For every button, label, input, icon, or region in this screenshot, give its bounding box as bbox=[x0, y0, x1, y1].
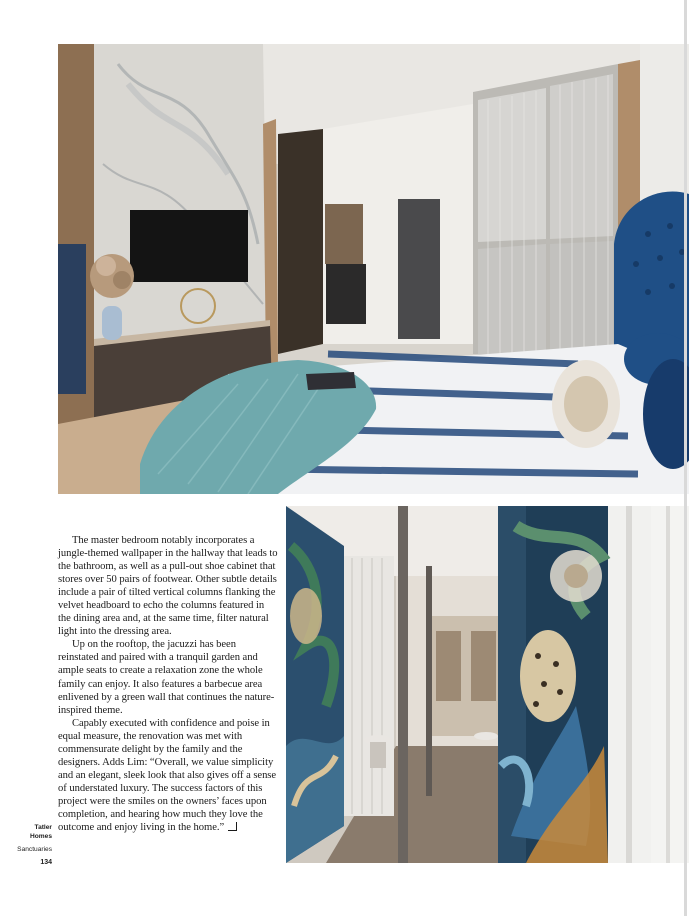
end-of-article-icon bbox=[228, 822, 237, 831]
hallway-photo bbox=[286, 506, 689, 863]
folio bbox=[6, 823, 52, 867]
paragraph-2: Up on the rooftop, the jacuzzi has been reinstated and paired with a tranquil garden and ample seats to create a relaxation zone the whole family can enjoy. It also features a barbecue area enlivened by a green wall that continues the nature-inspired theme. bbox=[58, 639, 275, 716]
paragraph-3-text: Capably executed with confidence and poise in equal measure, the renovation was met with commensurate delight by the family and the designers. Adds Lim: “Overall, we value simplicity and an elegant, sleek look that also gives off a sense of understated luxury. The success factors of this project were the smiles on the owners’ faces upon completion, and hearing how much they love the outcome and enjoy living in the home.” bbox=[58, 717, 277, 834]
page-edge-rule bbox=[684, 0, 687, 916]
folio-brand-line1: Tatler bbox=[34, 824, 52, 831]
folio-section: Sanctuaries bbox=[17, 846, 52, 853]
bedroom-photo bbox=[58, 44, 689, 494]
paragraph-3 bbox=[58, 717, 278, 834]
bedroom-illustration bbox=[58, 44, 689, 494]
hallway-illustration bbox=[286, 506, 689, 863]
folio-brand-line2: Homes bbox=[30, 833, 52, 840]
page-number: 134 bbox=[40, 859, 52, 866]
article-body bbox=[58, 534, 278, 834]
paragraph-1: The master bedroom notably incorporates a jungle-themed wallpaper in the hallway that leads to the bathroom, as well as a pull-out shoe cabinet that stores over 50 pairs of footwear. Other subtle details include a pair of tilted vertical columns flanking the velvet headboard to echo the columns featured in the dining area and, at the same time, filter natural light into the dressing area. bbox=[58, 535, 278, 638]
